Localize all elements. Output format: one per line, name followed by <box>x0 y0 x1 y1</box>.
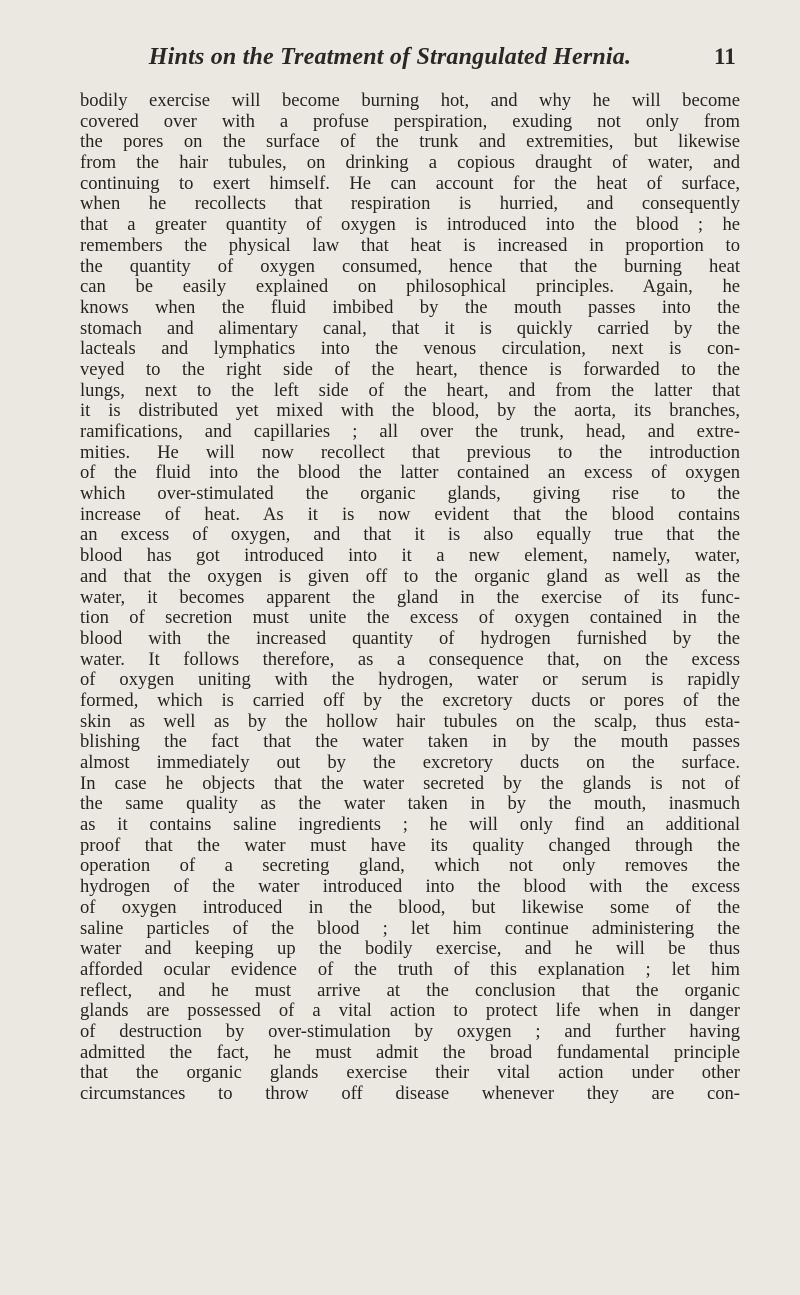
text-line: In case he objects that the water secreted by the glands is not of <box>80 773 740 794</box>
text-line: operation of a secreting gland, which not only removes the <box>80 856 740 877</box>
text-line: that a greater quantity of oxygen is introduced into the blood ; he <box>80 215 740 236</box>
page-number: 11 <box>714 44 736 69</box>
text-line: water, it becomes apparent the gland in the exercise of its func- <box>80 587 740 608</box>
text-line: hydrogen of the water introduced into the blood with the excess <box>80 877 740 898</box>
text-line: and that the oxygen is given off to the organic gland as well as the <box>80 566 740 587</box>
text-line: admitted the fact, he must admit the broad fundamental principle <box>80 1042 740 1063</box>
text-line: stomach and alimentary canal, that it is quickly carried by the <box>80 318 740 339</box>
text-line: bodily exercise will become burning hot, and why he will become <box>80 91 740 111</box>
text-line: blood has got introduced into it a new element, namely, water, <box>80 546 740 567</box>
text-line: that the organic glands exercise their vital action under other <box>80 1063 740 1084</box>
text-line: afforded ocular evidence of the truth of this explanation ; let him <box>80 959 740 980</box>
text-line: lacteals and lymphatics into the venous circulation, next is con- <box>80 339 740 360</box>
text-line: as it contains saline ingredients ; he will only find an additional <box>80 815 740 836</box>
text-line: tion of secretion must unite the excess of oxygen contained in the <box>80 608 740 629</box>
text-line: circumstances to throw off disease whenever they are con- <box>80 1084 740 1104</box>
text-line: remembers the physical law that heat is increased in proportion to <box>80 235 740 256</box>
text-line: water and keeping up the bodily exercise, and he will be thus <box>80 939 740 960</box>
text-line: almost immediately out by the excretory ducts on the surface. <box>80 753 740 773</box>
text-line: the same quality as the water taken in by the mouth, inasmuch <box>80 794 740 815</box>
text-line: it is distributed yet mixed with the blood, by the aorta, its branches, <box>80 401 740 422</box>
text-line: mities. He will now recollect that previous to the introduction <box>80 442 740 463</box>
text-line: proof that the water must have its quality changed through the <box>80 835 740 856</box>
running-title: Hints on the Treatment of Strangulated Hernia. <box>148 44 632 70</box>
text-line: from the hair tubules, on drinking a copious draught of water, and <box>80 153 740 174</box>
text-line: glands are possessed of a vital action to protect life when in danger <box>80 1001 740 1022</box>
text-line: covered over with a profuse perspiration, exuding not only from <box>80 111 740 132</box>
text-line: an excess of oxygen, and that it is also equally true that the <box>80 525 740 546</box>
body-text <box>80 91 740 1105</box>
text-line: continuing to exert himself. He can account for the heat of surface, <box>80 173 740 194</box>
text-line: formed, which is carried off by the excretory ducts or pores of the <box>80 690 740 711</box>
text-line: knows when the fluid imbibed by the mouth passes into the <box>80 297 740 318</box>
text-line: which over-stimulated the organic glands, giving rise to the <box>80 484 740 505</box>
text-line: skin as well as by the hollow hair tubules on the scalp, thus esta- <box>80 711 740 732</box>
text-line: blishing the fact that the water taken in by the mouth passes <box>80 732 740 753</box>
text-line: of the fluid into the blood the latter contained an excess of oxygen <box>80 463 740 484</box>
text-line: of destruction by over-stimulation by oxygen ; and further having <box>80 1021 740 1042</box>
text-line: lungs, next to the left side of the heart, and from the latter that <box>80 380 740 401</box>
text-line: of oxygen introduced in the blood, but likewise some of the <box>80 897 740 918</box>
text-line: veyed to the right side of the heart, thence is forwarded to the <box>80 359 740 380</box>
text-line: water. It follows therefore, as a consequence that, on the excess <box>80 649 740 670</box>
text-line: the pores on the surface of the trunk and extremities, but likewise <box>80 132 740 153</box>
text-line: of oxygen uniting with the hydrogen, water or serum is rapidly <box>80 670 740 691</box>
text-line: when he recollects that respiration is hurried, and consequently <box>80 194 740 215</box>
text-line: can be easily explained on philosophical principles. Again, he <box>80 277 740 298</box>
text-line: saline particles of the blood ; let him continue administering the <box>80 918 740 939</box>
text-line: reflect, and he must arrive at the conclusion that the organic <box>80 980 740 1001</box>
text-line: the quantity of oxygen consumed, hence that the burning heat <box>80 256 740 277</box>
text-line: blood with the increased quantity of hydrogen furnished by the <box>80 628 740 649</box>
text-line: increase of heat. As it is now evident that the blood contains <box>80 504 740 525</box>
text-line: ramifications, and capillaries ; all over the trunk, head, and extre- <box>80 422 740 442</box>
